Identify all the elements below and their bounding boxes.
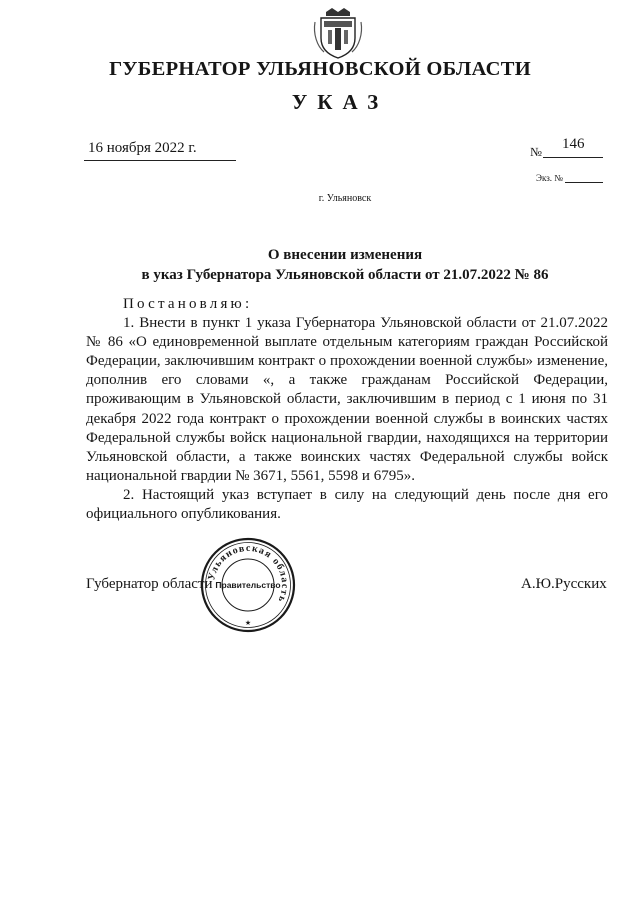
svg-text:Ульяновская область (206, 543, 290, 605)
number-label: № (530, 145, 542, 159)
copy-number-label: Экз. № (536, 173, 563, 183)
title-line-2: в указ Губернатора Ульяновской области от 21.07.2022 № 86 (141, 267, 549, 283)
issuing-authority: ГУБЕРНАТОР УЛЬЯНОВСКОЙ ОБЛАСТИ (109, 58, 531, 80)
svg-text:★: ★ (244, 619, 252, 627)
number-underline (543, 157, 603, 158)
document-body (86, 295, 608, 524)
signatory-name: А.Ю.Русских (521, 576, 607, 592)
seal-ring-text: Ульяновская область (206, 542, 291, 605)
document-type: УКАЗ (291, 90, 389, 114)
document-date: 16 ноября 2022 г. (88, 140, 197, 156)
title-line-1: О внесении изменения (267, 247, 423, 263)
paragraph-1: 1. Внести в пункт 1 указа Губернатора Ульяновской области от 21.07.2022 № 86 «О единовременной выплате отдельным категориям граждан Российской Федерации, заключившим контракт о прохождении военной службы» изменение, дополнив его словами «, а также гражданам Российской Федерации, проживающим в Ульяновской области, заключившим в период с 1 июня по 31 декабря 2022 года контракт о прохождении военной службы в воинских частях Федеральной службы войск национальной гвардии, находящихся на территории Ульяновской области, а также воинских частях Федеральной службы войск национальной гвардии № 3671, 5561, 5598 и 6795». (86, 315, 608, 484)
official-seal (198, 535, 298, 635)
document-number: 146 (562, 136, 585, 152)
copy-number-underline (565, 182, 603, 183)
ulyanovsk-coat-of-arms-icon (312, 4, 364, 60)
seal-center-text: Правительство (215, 580, 281, 590)
document-title (110, 245, 580, 285)
paragraph-2: 2. Настоящий указ вступает в силу на следующий день после дня его официального опубликования. (86, 486, 608, 523)
date-underline (84, 160, 236, 161)
seal-star-icon (245, 619, 251, 627)
signatory-title: Губернатор области (86, 576, 213, 592)
decree-word: Постановляю: (123, 296, 253, 312)
city: г. Ульяновск (318, 193, 372, 204)
